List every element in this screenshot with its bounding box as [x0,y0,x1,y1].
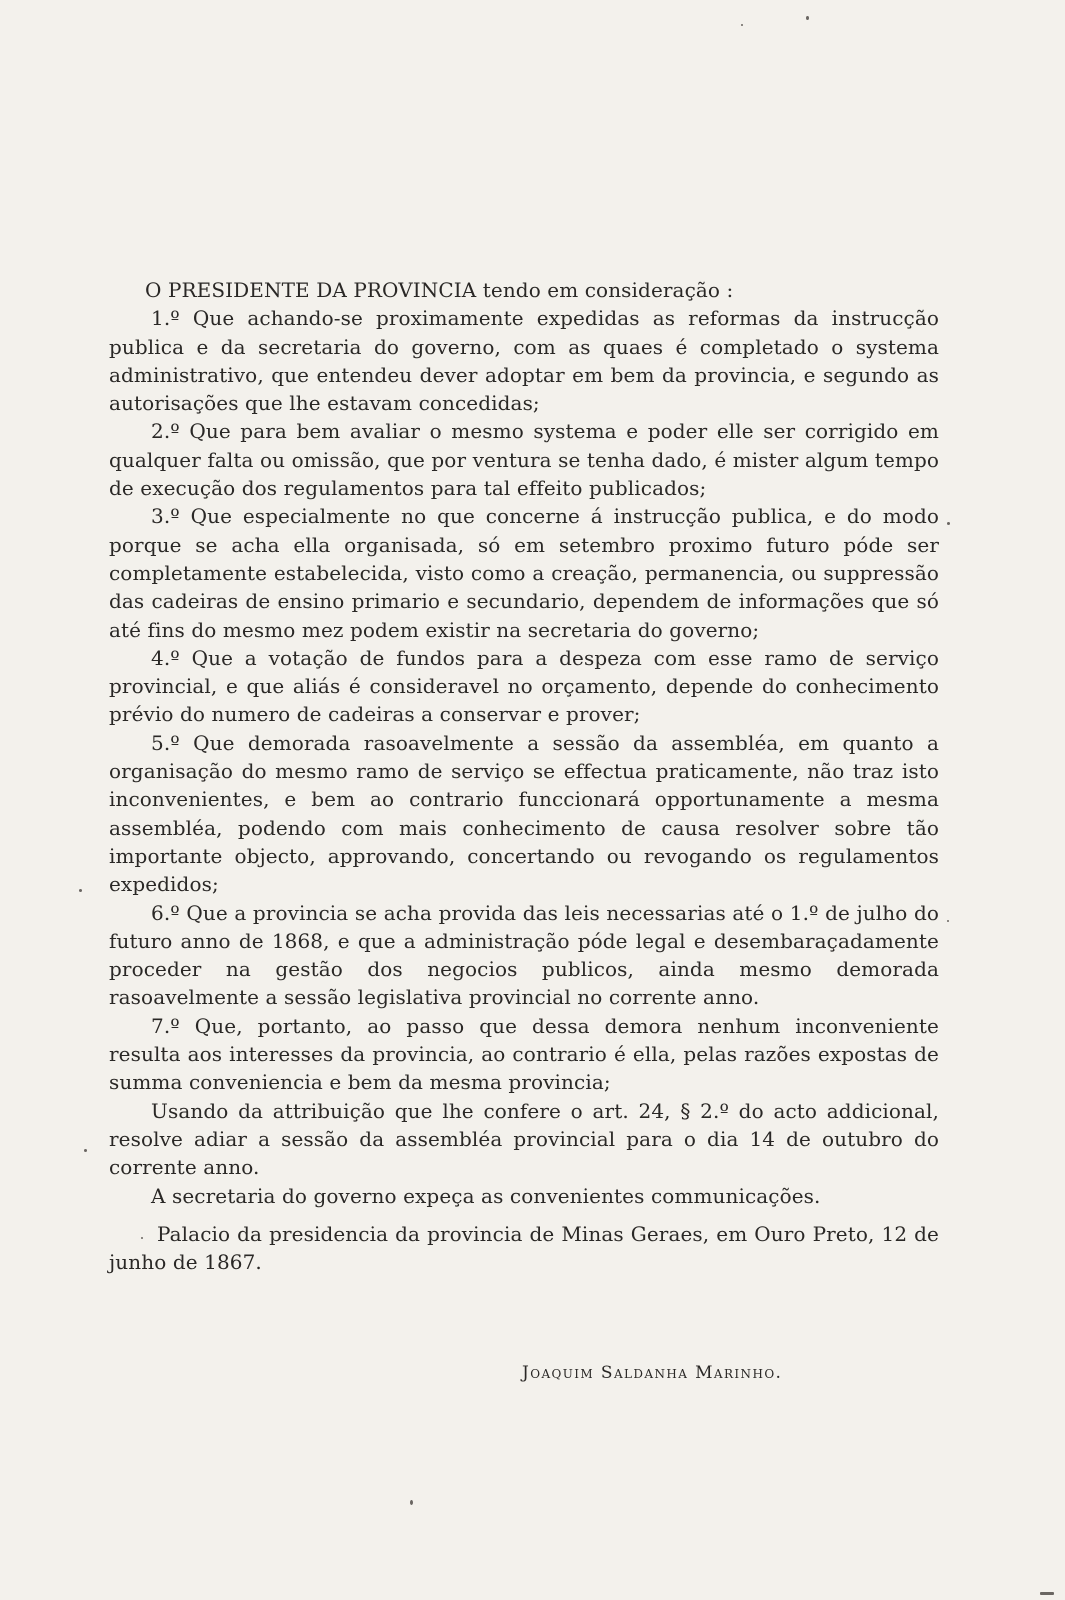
paragraph-6: 6.º Que a provincia se acha provida das leis necessarias até o 1.º de julho do futuro anno de 1868, e que a administração póde legal e desembaraçadamente proceder na gestão dos negocios publicos, ainda mesmo demorada rasoavelmente a sessão legislativa provincial no corrente anno. [109,900,939,1010]
resolution-paragraph: Usando da attribuição que lhe confere o art. 24, § 2.º do acto addicional, resolve adiar a sessão da assembléa provincial para o dia 14 de outubro do corrente anno. [109,1098,939,1180]
closing-date-line: Palacio da presidencia da provincia de Minas Geraes, em Ouro Preto, 12 de junho de 1867. [109,1221,939,1275]
print-speck [806,16,809,20]
decree-text [109,276,939,1276]
print-speck [947,522,950,525]
print-speck [141,1237,143,1239]
paragraph-2: 2.º Que para bem avaliar o mesmo systema e poder elle ser corrigido em qualquer falta ou omissão, que por ventura se tenha dado, é mister algum tempo de execução dos regulamentos para tal effeito publicados; [109,419,939,501]
print-speck [84,1149,87,1152]
secretaria-paragraph: A secretaria do governo expeça as convenientes communicações. [151,1183,821,1208]
print-speck [79,889,82,892]
paragraph-4: 4.º Que a votação de fundos para a despeza com esse ramo de serviço provincial, e que aliás é consideravel no orçamento, depende do conhecimento prévio do numero de cadeiras a conservar e prover; [109,645,939,727]
paragraph-3: 3.º Que especialmente no que concerne á instrucção publica, e do modo porque se acha ella organisada, só em setembro proximo futuro póde ser completamente estabelecida, visto como a creação, permanencia, ou suppressão das cadeiras de ensino primario e secundario, dependem de informações que só até fins do mesmo mez podem existir na secretaria do governo; [109,504,939,642]
print-speck [1040,1592,1054,1595]
signature: Joaquim Saldanha Marinho. [522,1363,783,1383]
print-speck [947,920,949,922]
paragraph-7: 7.º Que, portanto, ao passo que dessa demora nenhum inconveniente resulta aos interesses da provincia, ao contrario é ella, pelas razões expostas de summa conveniencia e bem da mesma provincia; [109,1013,939,1095]
intro-line: O PRESIDENTE DA PROVINCIA tendo em consideração : [145,278,734,302]
paragraph-5: 5.º Que demorada rasoavelmente a sessão da assembléa, em quanto a organisação do mesmo ramo de serviço se effectua praticamente, não traz isto inconvenientes, e bem ao contrario funccionará opportunamente a mesma assembléa, podendo com mais conhecimento de causa resolver sobre tão importante objecto, approvando, concertando ou revogando os regulamentos expedidos; [109,730,939,897]
paragraph-1: 1.º Que achando-se proximamente expedidas as reformas da instrucção publica e da secretaria do governo, com as quaes é completado o systema administrativo, que entendeu dever adoptar em bem da provincia, e segundo as autorisações que lhe estavam concedidas; [109,306,939,416]
print-speck [741,24,743,26]
print-speck [410,1500,413,1505]
